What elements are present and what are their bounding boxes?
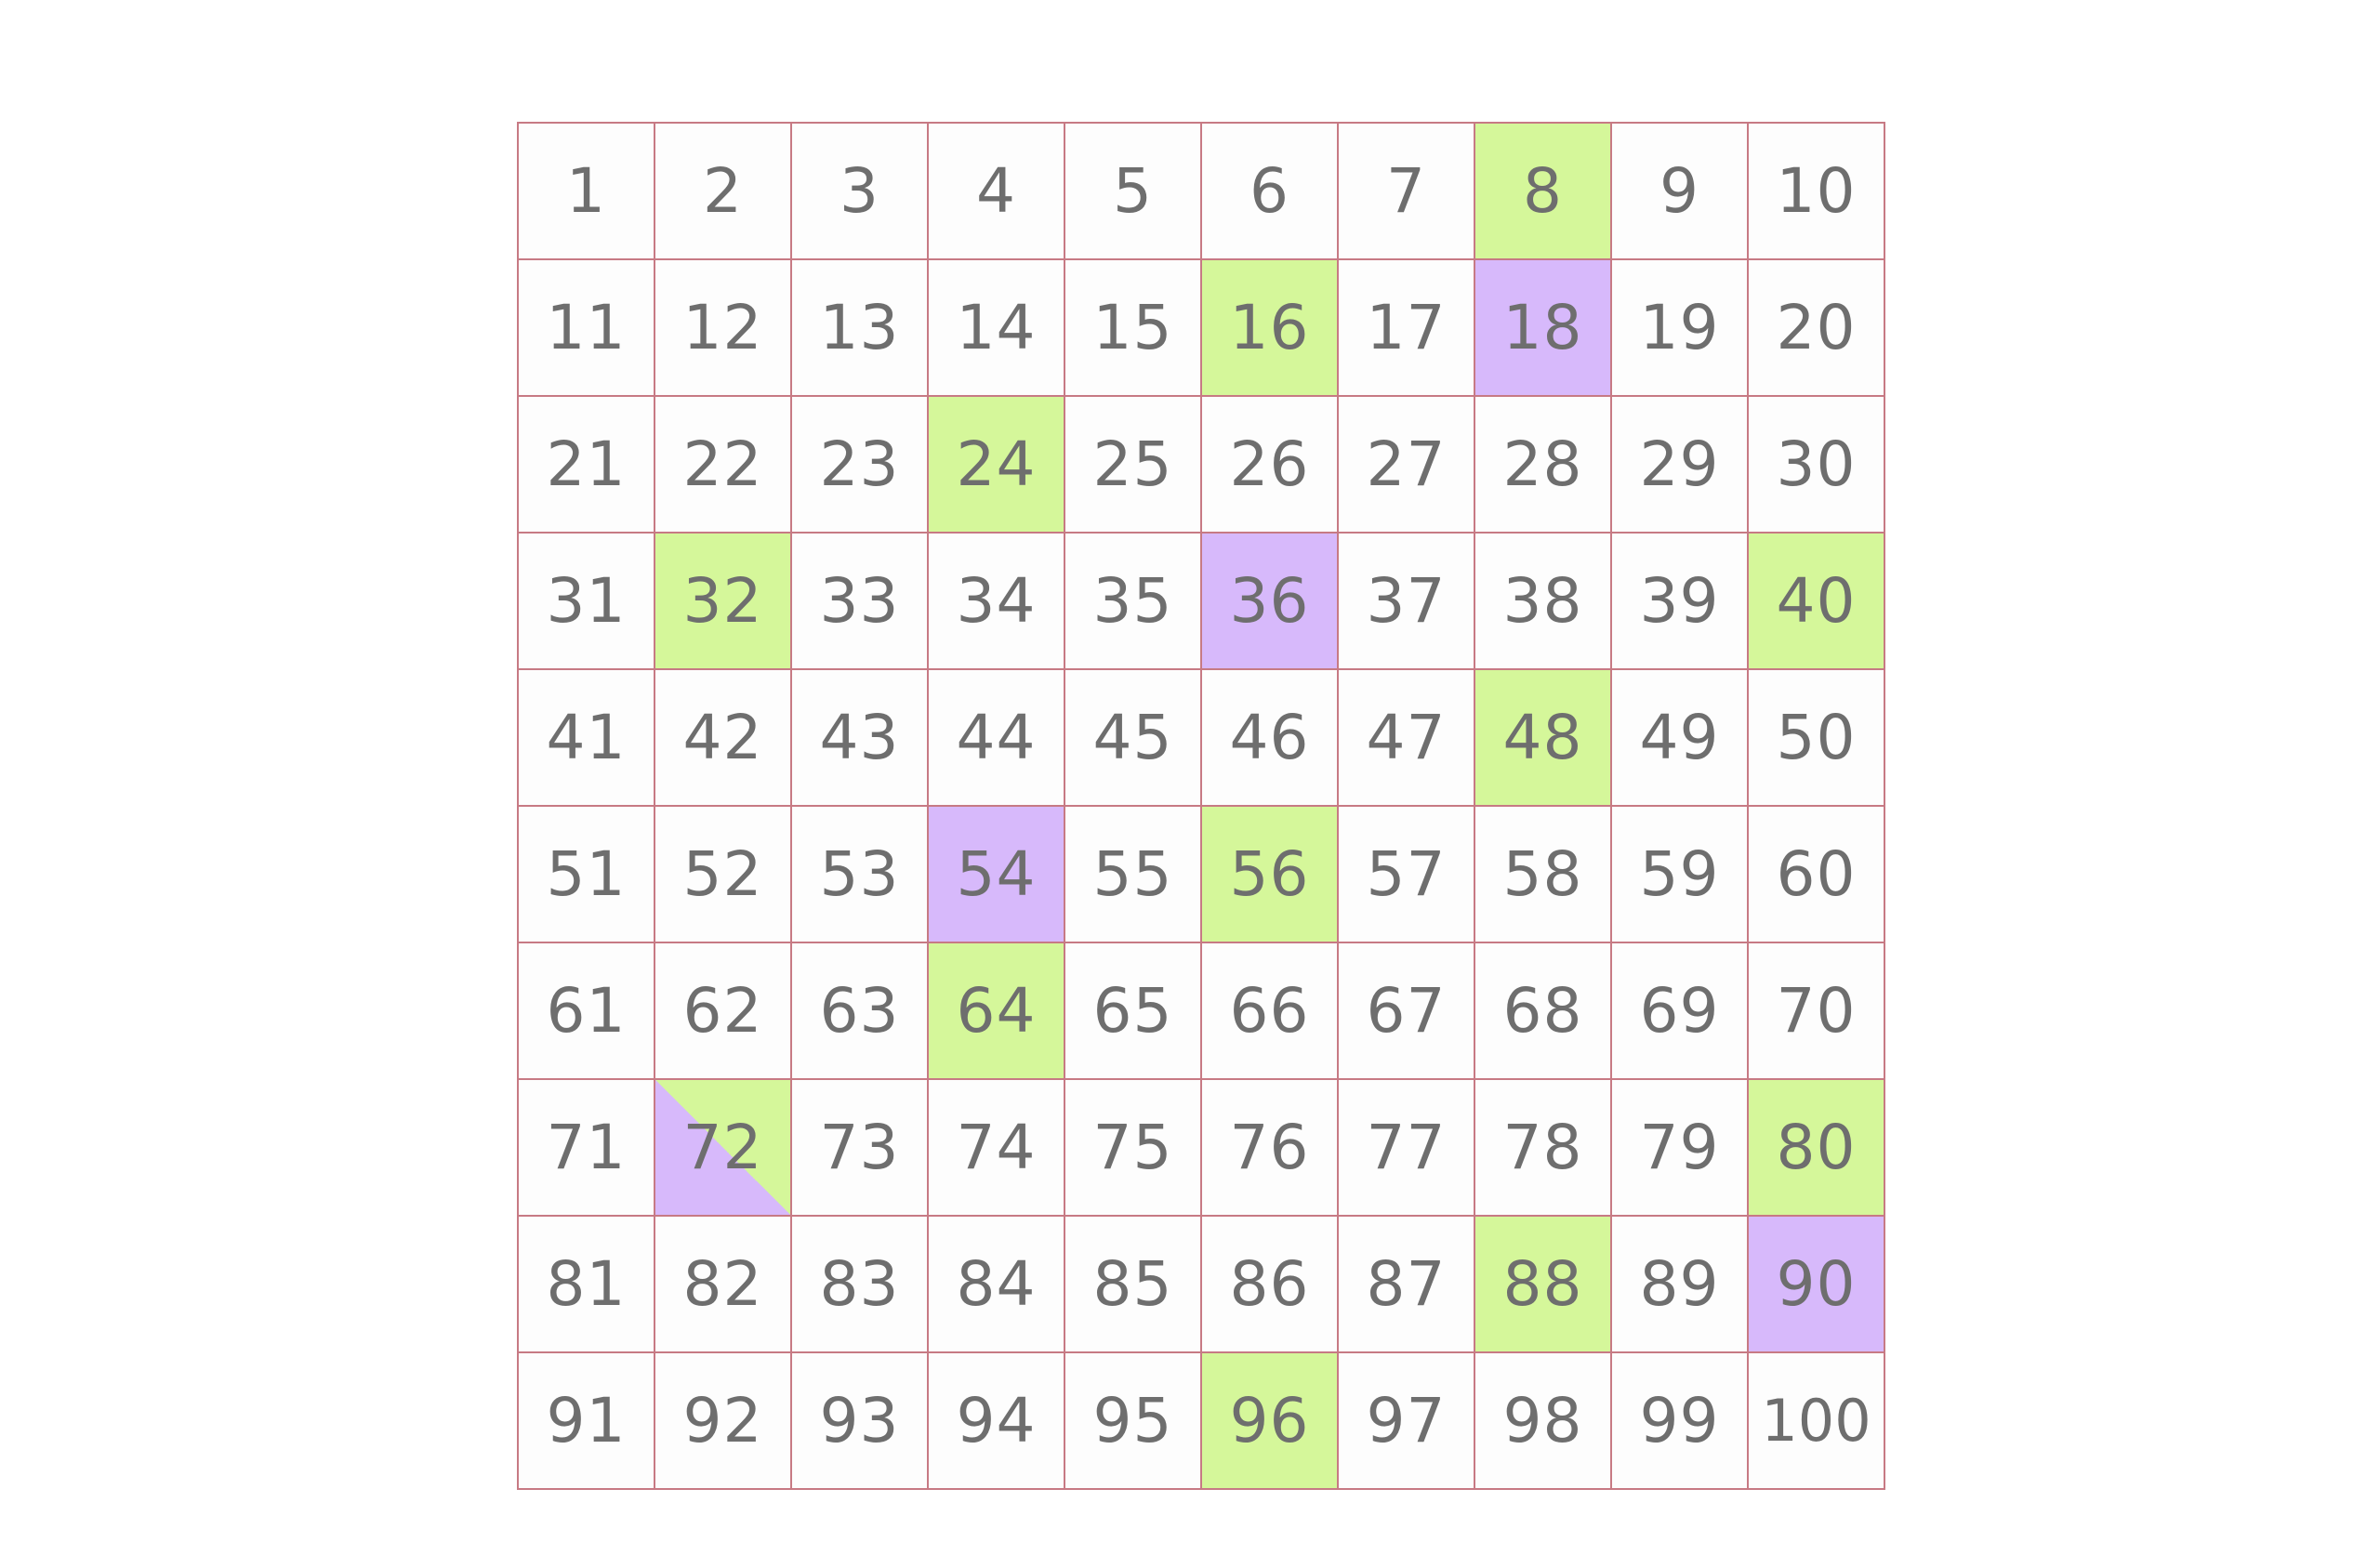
grid-cell-12 <box>655 260 792 397</box>
cell-number: 45 <box>1092 701 1173 773</box>
grid-cell-59 <box>1612 807 1749 943</box>
grid-cell-63 <box>792 943 929 1080</box>
grid-cell-41 <box>519 670 655 807</box>
grid-cell-79 <box>1612 1080 1749 1217</box>
cell-number: 81 <box>546 1247 627 1320</box>
cell-number: 71 <box>546 1111 627 1183</box>
cell-number: 15 <box>1092 291 1173 363</box>
grid-cell-28 <box>1475 397 1612 534</box>
grid-cell-100 <box>1749 1353 1885 1490</box>
grid-cell-31 <box>519 534 655 670</box>
cell-number: 55 <box>1092 837 1173 910</box>
grid-cell-53 <box>792 807 929 943</box>
grid-cell-1 <box>519 124 655 260</box>
cell-number: 57 <box>1366 837 1447 910</box>
cell-number: 18 <box>1502 291 1583 363</box>
cell-number: 27 <box>1366 428 1447 500</box>
cell-number: 35 <box>1092 564 1173 637</box>
grid-cell-23 <box>792 397 929 534</box>
cell-number: 25 <box>1092 428 1173 500</box>
grid-cell-18 <box>1475 260 1612 397</box>
cell-number: 53 <box>819 837 900 910</box>
cell-number: 73 <box>819 1111 900 1183</box>
grid-cell-89 <box>1612 1217 1749 1353</box>
cell-number: 65 <box>1092 974 1173 1047</box>
cell-number: 69 <box>1639 974 1720 1047</box>
cell-number: 31 <box>546 564 627 637</box>
cell-number: 32 <box>682 564 763 637</box>
cell-number: 84 <box>956 1247 1037 1320</box>
cell-number: 77 <box>1366 1111 1447 1183</box>
cell-number: 24 <box>956 428 1037 500</box>
grid-cell-35 <box>1065 534 1202 670</box>
cell-number: 72 <box>682 1111 763 1183</box>
cell-number: 3 <box>840 154 879 227</box>
cell-number: 93 <box>819 1384 900 1456</box>
grid-cell-84 <box>929 1217 1065 1353</box>
cell-number: 89 <box>1639 1247 1720 1320</box>
cell-number: 78 <box>1502 1111 1583 1183</box>
grid-cell-2 <box>655 124 792 260</box>
grid-cell-83 <box>792 1217 929 1353</box>
cell-number: 85 <box>1092 1247 1173 1320</box>
grid-cell-87 <box>1339 1217 1475 1353</box>
cell-number: 43 <box>819 701 900 773</box>
cell-number: 48 <box>1502 701 1583 773</box>
grid-cell-88 <box>1475 1217 1612 1353</box>
cell-number: 28 <box>1502 428 1583 500</box>
grid-cell-27 <box>1339 397 1475 534</box>
cell-number: 38 <box>1502 564 1583 637</box>
cell-number: 76 <box>1229 1111 1310 1183</box>
grid-cell-97 <box>1339 1353 1475 1490</box>
cell-number: 20 <box>1776 291 1857 363</box>
grid-cell-78 <box>1475 1080 1612 1217</box>
cell-number: 94 <box>956 1384 1037 1456</box>
grid-cell-67 <box>1339 943 1475 1080</box>
grid-cell-49 <box>1612 670 1749 807</box>
grid-cell-90 <box>1749 1217 1885 1353</box>
grid-cell-36 <box>1202 534 1339 670</box>
grid-cell-30 <box>1749 397 1885 534</box>
grid-cell-40 <box>1749 534 1885 670</box>
hundred-chart-grid <box>517 122 1885 1490</box>
grid-cell-13 <box>792 260 929 397</box>
grid-cell-93 <box>792 1353 929 1490</box>
cell-number: 92 <box>682 1384 763 1456</box>
cell-number: 63 <box>819 974 900 1047</box>
cell-number: 39 <box>1639 564 1720 637</box>
cell-number: 33 <box>819 564 900 637</box>
cell-number: 21 <box>546 428 627 500</box>
grid-cell-68 <box>1475 943 1612 1080</box>
cell-number: 100 <box>1761 1386 1871 1455</box>
cell-number: 88 <box>1502 1247 1583 1320</box>
grid-cell-52 <box>655 807 792 943</box>
cell-number: 37 <box>1366 564 1447 637</box>
grid-cell-7 <box>1339 124 1475 260</box>
cell-number: 22 <box>682 428 763 500</box>
grid-cell-91 <box>519 1353 655 1490</box>
cell-number: 2 <box>703 154 743 227</box>
grid-cell-92 <box>655 1353 792 1490</box>
grid-cell-9 <box>1612 124 1749 260</box>
cell-number: 46 <box>1229 701 1310 773</box>
grid-cell-14 <box>929 260 1065 397</box>
grid-cell-39 <box>1612 534 1749 670</box>
cell-number: 19 <box>1639 291 1720 363</box>
cell-number: 70 <box>1776 974 1857 1047</box>
cell-number: 99 <box>1639 1384 1720 1456</box>
cell-number: 11 <box>546 291 627 363</box>
grid-cell-85 <box>1065 1217 1202 1353</box>
grid-cell-26 <box>1202 397 1339 534</box>
grid-cell-37 <box>1339 534 1475 670</box>
cell-number: 16 <box>1229 291 1310 363</box>
cell-number: 9 <box>1659 154 1699 227</box>
grid-cell-15 <box>1065 260 1202 397</box>
grid-cell-5 <box>1065 124 1202 260</box>
grid-cell-4 <box>929 124 1065 260</box>
cell-number: 17 <box>1366 291 1447 363</box>
cell-number: 59 <box>1639 837 1720 910</box>
cell-number: 80 <box>1776 1111 1857 1183</box>
grid-cell-94 <box>929 1353 1065 1490</box>
cell-number: 40 <box>1776 564 1857 637</box>
cell-number: 98 <box>1502 1384 1583 1456</box>
cell-number: 90 <box>1776 1247 1857 1320</box>
grid-cell-86 <box>1202 1217 1339 1353</box>
grid-cell-50 <box>1749 670 1885 807</box>
grid-cell-8 <box>1475 124 1612 260</box>
grid-cell-82 <box>655 1217 792 1353</box>
cell-number: 64 <box>956 974 1037 1047</box>
cell-number: 86 <box>1229 1247 1310 1320</box>
grid-cell-69 <box>1612 943 1749 1080</box>
cell-number: 5 <box>1113 154 1153 227</box>
grid-cell-71 <box>519 1080 655 1217</box>
cell-number: 42 <box>682 701 763 773</box>
grid-cell-74 <box>929 1080 1065 1217</box>
grid-cell-72 <box>655 1080 792 1217</box>
cell-number: 41 <box>546 701 627 773</box>
cell-number: 14 <box>956 291 1037 363</box>
cell-number: 74 <box>956 1111 1037 1183</box>
cell-number: 52 <box>682 837 763 910</box>
cell-number: 29 <box>1639 428 1720 500</box>
cell-number: 30 <box>1776 428 1857 500</box>
cell-number: 49 <box>1639 701 1720 773</box>
cell-number: 60 <box>1776 837 1857 910</box>
grid-cell-20 <box>1749 260 1885 397</box>
cell-number: 62 <box>682 974 763 1047</box>
grid-cell-81 <box>519 1217 655 1353</box>
cell-number: 56 <box>1229 837 1310 910</box>
grid-cell-62 <box>655 943 792 1080</box>
grid-cell-43 <box>792 670 929 807</box>
grid-cell-61 <box>519 943 655 1080</box>
grid-cell-76 <box>1202 1080 1339 1217</box>
grid-cell-98 <box>1475 1353 1612 1490</box>
grid-cell-60 <box>1749 807 1885 943</box>
grid-cell-51 <box>519 807 655 943</box>
cell-number: 8 <box>1523 154 1563 227</box>
cell-number: 23 <box>819 428 900 500</box>
grid-cell-46 <box>1202 670 1339 807</box>
cell-number: 95 <box>1092 1384 1173 1456</box>
cell-number: 34 <box>956 564 1037 637</box>
grid-cell-75 <box>1065 1080 1202 1217</box>
grid-cell-58 <box>1475 807 1612 943</box>
cell-number: 87 <box>1366 1247 1447 1320</box>
grid-cell-17 <box>1339 260 1475 397</box>
cell-number: 54 <box>956 837 1037 910</box>
cell-number: 44 <box>956 701 1037 773</box>
cell-number: 75 <box>1092 1111 1173 1183</box>
cell-number: 67 <box>1366 974 1447 1047</box>
grid-cell-10 <box>1749 124 1885 260</box>
cell-number: 82 <box>682 1247 763 1320</box>
grid-cell-65 <box>1065 943 1202 1080</box>
cell-number: 7 <box>1386 154 1426 227</box>
cell-number: 4 <box>976 154 1016 227</box>
cell-number: 51 <box>546 837 627 910</box>
grid-cell-96 <box>1202 1353 1339 1490</box>
grid-cell-44 <box>929 670 1065 807</box>
grid-cell-33 <box>792 534 929 670</box>
cell-number: 26 <box>1229 428 1310 500</box>
grid-cell-34 <box>929 534 1065 670</box>
grid-cell-80 <box>1749 1080 1885 1217</box>
grid-cell-55 <box>1065 807 1202 943</box>
grid-cell-99 <box>1612 1353 1749 1490</box>
cell-number: 97 <box>1366 1384 1447 1456</box>
grid-cell-16 <box>1202 260 1339 397</box>
grid-cell-29 <box>1612 397 1749 534</box>
grid-cell-38 <box>1475 534 1612 670</box>
grid-cell-19 <box>1612 260 1749 397</box>
grid-cell-42 <box>655 670 792 807</box>
grid-cell-3 <box>792 124 929 260</box>
grid-cell-54 <box>929 807 1065 943</box>
cell-number: 68 <box>1502 974 1583 1047</box>
grid-cell-73 <box>792 1080 929 1217</box>
grid-cell-57 <box>1339 807 1475 943</box>
cell-number: 91 <box>546 1384 627 1456</box>
grid-cell-6 <box>1202 124 1339 260</box>
grid-cell-24 <box>929 397 1065 534</box>
grid-cell-77 <box>1339 1080 1475 1217</box>
cell-number: 6 <box>1250 154 1289 227</box>
grid-cell-25 <box>1065 397 1202 534</box>
grid-cell-21 <box>519 397 655 534</box>
cell-number: 10 <box>1776 154 1857 227</box>
cell-number: 83 <box>819 1247 900 1320</box>
grid-cell-56 <box>1202 807 1339 943</box>
cell-number: 61 <box>546 974 627 1047</box>
grid-cell-64 <box>929 943 1065 1080</box>
cell-number: 58 <box>1502 837 1583 910</box>
grid-cell-45 <box>1065 670 1202 807</box>
grid-cell-47 <box>1339 670 1475 807</box>
grid-cell-66 <box>1202 943 1339 1080</box>
grid-cell-70 <box>1749 943 1885 1080</box>
grid-cell-32 <box>655 534 792 670</box>
cell-number: 66 <box>1229 974 1310 1047</box>
cell-number: 12 <box>682 291 763 363</box>
grid-cell-11 <box>519 260 655 397</box>
cell-number: 50 <box>1776 701 1857 773</box>
cell-number: 13 <box>819 291 900 363</box>
grid-cell-48 <box>1475 670 1612 807</box>
grid-cell-95 <box>1065 1353 1202 1490</box>
cell-number: 47 <box>1366 701 1447 773</box>
cell-number: 1 <box>566 154 606 227</box>
cell-number: 96 <box>1229 1384 1310 1456</box>
cell-number: 79 <box>1639 1111 1720 1183</box>
cell-number: 36 <box>1229 564 1310 637</box>
grid-cell-22 <box>655 397 792 534</box>
